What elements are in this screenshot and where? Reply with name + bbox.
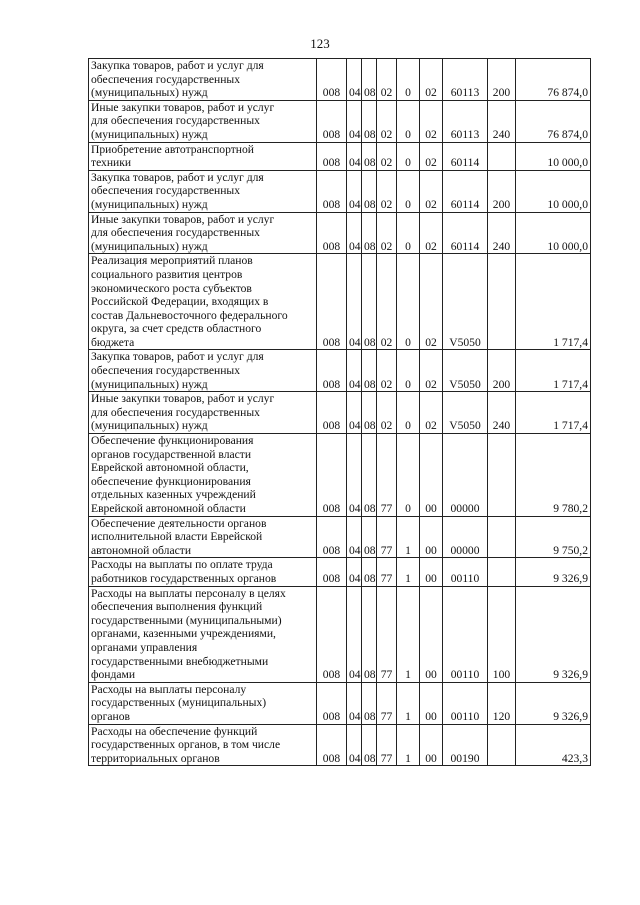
table-row	[89, 516, 591, 558]
subsection-code-cell: 08	[362, 516, 377, 558]
subsection-code-cell: 08	[362, 682, 377, 724]
description-line: Еврейской автономной области	[91, 502, 246, 515]
description-line: техники	[91, 156, 132, 170]
description-line: Закупка товаров, работ и услуг для	[91, 59, 264, 72]
admin-code-cell: 008	[317, 586, 347, 682]
description-line: Расходы на выплаты по оплате труда	[91, 558, 273, 572]
table-body	[89, 59, 591, 766]
activity-code-cell: 02	[420, 170, 443, 212]
admin-code-cell: 008	[317, 100, 347, 142]
admin-code-cell: 008	[317, 392, 347, 434]
section-code-cell: 04	[347, 724, 362, 766]
expense-type-cell: 200	[488, 170, 516, 212]
amount-cell: 1 717,4	[516, 392, 591, 434]
description-line: отдельных казенных учреждений	[91, 488, 256, 502]
description-cell	[89, 254, 317, 350]
subsection-code-cell: 08	[362, 350, 377, 392]
amount-cell: 10 000,0	[516, 142, 591, 170]
section-code-cell: 04	[347, 100, 362, 142]
subprogram-code-cell: 0	[397, 434, 420, 517]
program-code-cell: 02	[377, 350, 397, 392]
admin-code-cell: 008	[317, 682, 347, 724]
subprogram-code-cell: 1	[397, 724, 420, 766]
subsection-code-cell: 08	[362, 254, 377, 350]
direction-code-cell: 00110	[443, 682, 488, 724]
activity-code-cell: 00	[420, 586, 443, 682]
admin-code-cell: 008	[317, 516, 347, 558]
activity-code-cell: 02	[420, 212, 443, 254]
description-line: Российской Федерации, входящих в	[91, 295, 269, 309]
activity-code-cell: 02	[420, 59, 443, 101]
amount-cell: 423,3	[516, 724, 591, 766]
description-cell	[89, 434, 317, 517]
amount-cell: 76 874,0	[516, 100, 591, 142]
description-line: (муниципальных) нужд	[91, 197, 208, 211]
program-code-cell: 02	[377, 392, 397, 434]
description-line: работников государственных органов	[91, 571, 277, 585]
description-line: (муниципальных) нужд	[91, 127, 208, 141]
table-row	[89, 100, 591, 142]
description-line: государственных (муниципальных)	[91, 696, 267, 710]
description-line: (муниципальных) нужд	[91, 239, 208, 253]
table-row	[89, 682, 591, 724]
description-line: бюджета	[91, 335, 135, 349]
direction-code-cell: 60114	[443, 142, 488, 170]
expense-type-cell: 240	[488, 212, 516, 254]
description-line: органов государственной власти	[91, 447, 252, 461]
admin-code-cell: 008	[317, 170, 347, 212]
section-code-cell: 04	[347, 350, 362, 392]
description-line: Обеспечение функционирования	[91, 434, 254, 448]
program-code-cell: 77	[377, 516, 397, 558]
subprogram-code-cell: 0	[397, 254, 420, 350]
description-cell	[89, 392, 317, 434]
description-line: социального развития центров	[91, 267, 243, 281]
table-row	[89, 724, 591, 766]
description-line: территориальных органов	[91, 751, 220, 765]
section-code-cell: 04	[347, 392, 362, 434]
subprogram-code-cell: 0	[397, 59, 420, 101]
admin-code-cell: 008	[317, 558, 347, 586]
description-line: Обеспечение деятельности органов	[91, 516, 267, 530]
subprogram-code-cell: 0	[397, 392, 420, 434]
budget-table	[88, 58, 591, 766]
direction-code-cell: 60113	[443, 100, 488, 142]
description-line: Закупка товаров, работ и услуг для	[91, 350, 264, 364]
section-code-cell: 04	[347, 682, 362, 724]
amount-cell: 9 780,2	[516, 434, 591, 517]
table-row	[89, 254, 591, 350]
description-cell	[89, 724, 317, 766]
description-cell	[89, 558, 317, 586]
subsection-code-cell: 08	[362, 142, 377, 170]
program-code-cell: 02	[377, 59, 397, 101]
subsection-code-cell: 08	[362, 392, 377, 434]
activity-code-cell: 00	[420, 682, 443, 724]
subprogram-code-cell: 0	[397, 100, 420, 142]
activity-code-cell: 02	[420, 254, 443, 350]
description-line: для обеспечения государственных	[91, 114, 260, 128]
section-code-cell: 04	[347, 516, 362, 558]
expense-type-cell: 200	[488, 59, 516, 101]
expense-type-cell	[488, 254, 516, 350]
program-code-cell: 02	[377, 100, 397, 142]
subprogram-code-cell: 1	[397, 586, 420, 682]
section-code-cell: 04	[347, 558, 362, 586]
subprogram-code-cell: 0	[397, 142, 420, 170]
amount-cell: 9 750,2	[516, 516, 591, 558]
subprogram-code-cell: 0	[397, 170, 420, 212]
description-cell	[89, 100, 317, 142]
amount-cell: 9 326,9	[516, 682, 591, 724]
subsection-code-cell: 08	[362, 170, 377, 212]
page-number: 123	[310, 36, 330, 51]
direction-code-cell: 60114	[443, 212, 488, 254]
expense-type-cell: 240	[488, 100, 516, 142]
subsection-code-cell: 08	[362, 558, 377, 586]
description-line: для обеспечения государственных	[91, 405, 260, 419]
description-line: органами управления	[91, 640, 198, 654]
description-line: состав Дальневосточного федерального	[91, 308, 288, 322]
description-line: (муниципальных) нужд	[91, 419, 208, 433]
admin-code-cell: 008	[317, 59, 347, 101]
subprogram-code-cell: 0	[397, 212, 420, 254]
description-line: (муниципальных) нужд	[91, 86, 208, 100]
description-cell	[89, 170, 317, 212]
subprogram-code-cell: 0	[397, 350, 420, 392]
description-cell	[89, 682, 317, 724]
description-cell	[89, 350, 317, 392]
direction-code-cell: V5050	[443, 350, 488, 392]
direction-code-cell: 00000	[443, 516, 488, 558]
table-row	[89, 586, 591, 682]
subsection-code-cell: 08	[362, 212, 377, 254]
subsection-code-cell: 08	[362, 724, 377, 766]
description-line: округа, за счет средств областного	[91, 322, 262, 336]
program-code-cell: 02	[377, 142, 397, 170]
subsection-code-cell: 08	[362, 586, 377, 682]
section-code-cell: 04	[347, 434, 362, 517]
direction-code-cell: 60113	[443, 59, 488, 101]
table-row	[89, 170, 591, 212]
description-line: Закупка товаров, работ и услуг для	[91, 170, 264, 184]
description-line: органами, казенными учреждениями,	[91, 627, 276, 641]
activity-code-cell: 02	[420, 142, 443, 170]
expense-type-cell: 100	[488, 586, 516, 682]
description-line: обеспечения государственных	[91, 364, 241, 378]
amount-cell: 10 000,0	[516, 212, 591, 254]
subsection-code-cell: 08	[362, 100, 377, 142]
table-row	[89, 142, 591, 170]
activity-code-cell: 00	[420, 434, 443, 517]
section-code-cell: 04	[347, 170, 362, 212]
expense-type-cell: 120	[488, 682, 516, 724]
activity-code-cell: 02	[420, 392, 443, 434]
description-line: государственных органов, в том числе	[91, 738, 281, 752]
amount-cell: 10 000,0	[516, 170, 591, 212]
direction-code-cell: V5050	[443, 392, 488, 434]
subprogram-code-cell: 1	[397, 516, 420, 558]
admin-code-cell: 008	[317, 724, 347, 766]
activity-code-cell: 00	[420, 724, 443, 766]
description-line: исполнительной власти Еврейской	[91, 530, 263, 544]
description-line: автономной области	[91, 543, 192, 557]
description-line: фондами	[91, 668, 136, 682]
description-line: государственными внебюджетными	[91, 654, 269, 668]
table-row	[89, 350, 591, 392]
program-code-cell: 77	[377, 558, 397, 586]
direction-code-cell: 00000	[443, 434, 488, 517]
description-line: государственными (муниципальными)	[91, 613, 282, 627]
direction-code-cell: 60114	[443, 170, 488, 212]
table-row	[89, 558, 591, 586]
description-cell	[89, 586, 317, 682]
description-line: Иные закупки товаров, работ и услуг	[91, 100, 275, 114]
program-code-cell: 02	[377, 254, 397, 350]
program-code-cell: 02	[377, 212, 397, 254]
description-line: обеспечения выполнения функций	[91, 600, 263, 614]
description-line: Еврейской автономной области,	[91, 461, 249, 475]
table-row	[89, 212, 591, 254]
section-code-cell: 04	[347, 142, 362, 170]
direction-code-cell: 00110	[443, 586, 488, 682]
section-code-cell: 04	[347, 586, 362, 682]
expense-type-cell	[488, 516, 516, 558]
table-row	[89, 434, 591, 517]
admin-code-cell: 008	[317, 212, 347, 254]
expense-type-cell	[488, 434, 516, 517]
amount-cell: 1 717,4	[516, 254, 591, 350]
description-line: Реализация мероприятий планов	[91, 254, 253, 268]
program-code-cell: 77	[377, 586, 397, 682]
activity-code-cell: 02	[420, 350, 443, 392]
expense-type-cell: 240	[488, 392, 516, 434]
expense-type-cell	[488, 142, 516, 170]
activity-code-cell: 02	[420, 100, 443, 142]
amount-cell: 9 326,9	[516, 558, 591, 586]
table-row	[89, 59, 591, 101]
amount-cell: 76 874,0	[516, 59, 591, 101]
program-code-cell: 77	[377, 724, 397, 766]
section-code-cell: 04	[347, 59, 362, 101]
activity-code-cell: 00	[420, 558, 443, 586]
description-line: обеспечения государственных	[91, 72, 241, 86]
description-cell	[89, 142, 317, 170]
description-line: Расходы на выплаты персоналу	[91, 682, 247, 696]
expense-type-cell	[488, 558, 516, 586]
description-cell	[89, 212, 317, 254]
table-row	[89, 392, 591, 434]
expense-type-cell	[488, 724, 516, 766]
admin-code-cell: 008	[317, 434, 347, 517]
direction-code-cell: 00190	[443, 724, 488, 766]
section-code-cell: 04	[347, 212, 362, 254]
expense-type-cell: 200	[488, 350, 516, 392]
subprogram-code-cell: 1	[397, 682, 420, 724]
description-line: Приобретение автотранспортной	[91, 142, 254, 156]
description-line: органов	[91, 709, 130, 723]
subsection-code-cell: 08	[362, 434, 377, 517]
description-line: (муниципальных) нужд	[91, 377, 208, 391]
description-cell	[89, 59, 317, 101]
description-line: Расходы на выплаты персоналу в целях	[91, 586, 286, 600]
direction-code-cell: V5050	[443, 254, 488, 350]
description-line: Иные закупки товаров, работ и услуг	[91, 212, 275, 226]
activity-code-cell: 00	[420, 516, 443, 558]
description-line: обеспечение функционирования	[91, 474, 251, 488]
admin-code-cell: 008	[317, 142, 347, 170]
amount-cell: 9 326,9	[516, 586, 591, 682]
admin-code-cell: 008	[317, 350, 347, 392]
amount-cell: 1 717,4	[516, 350, 591, 392]
program-code-cell: 02	[377, 170, 397, 212]
subprogram-code-cell: 1	[397, 558, 420, 586]
program-code-cell: 77	[377, 434, 397, 517]
description-line: Расходы на обеспечение функций	[91, 724, 258, 738]
description-line: обеспечения государственных	[91, 184, 241, 198]
description-line: Иные закупки товаров, работ и услуг	[91, 392, 275, 406]
program-code-cell: 77	[377, 682, 397, 724]
section-code-cell: 04	[347, 254, 362, 350]
description-line: экономического роста субъектов	[91, 281, 252, 295]
admin-code-cell: 008	[317, 254, 347, 350]
direction-code-cell: 00110	[443, 558, 488, 586]
description-cell	[89, 516, 317, 558]
subsection-code-cell: 08	[362, 59, 377, 101]
description-line: для обеспечения государственных	[91, 226, 260, 240]
